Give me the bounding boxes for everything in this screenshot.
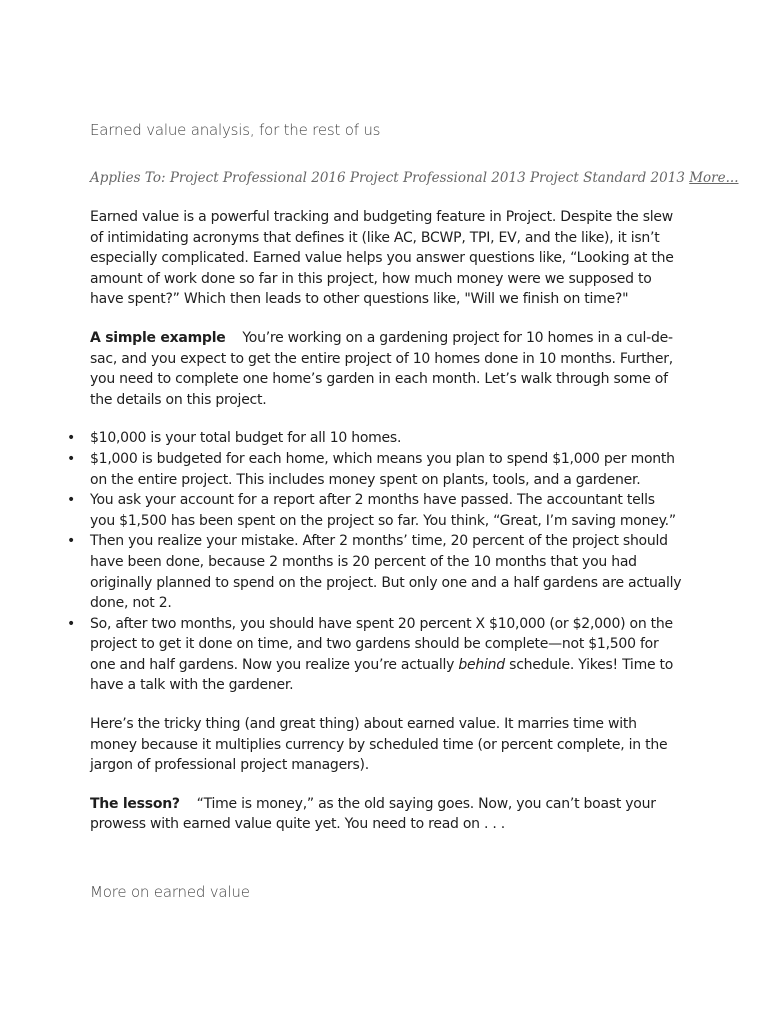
intro-paragraph: Earned value is a powerful tracking and budgeting feature in Project. Despite the slew of intimidating acronyms that defines it (like AC, BCWP, TPI, EV, and the like), it isn’t especially complicated. Earned value helps you answer questions like, “Looking at the amount of work done so far in this project, how much money were we supposed to have spent?” Which then leads to other questions like, "Will we finish on time?" bbox=[90, 209, 674, 308]
example-text: You’re working on a gardening project for 10 homes in a cul-de-sac, and you expect to get the entire project of 10 homes done in 10 months. Further, you need to complete one home’s garden in each month. Let’s walk through some of the details on this project. bbox=[90, 329, 673, 408]
list-item bbox=[90, 614, 682, 696]
section-heading-more: More on earned value bbox=[90, 883, 250, 901]
more-link[interactable]: More... bbox=[689, 170, 739, 186]
applies-to-products: Project Professional 2016 Project Professional 2013 Project Standard 2013 bbox=[169, 170, 690, 186]
lesson-heading: The lesson? bbox=[90, 795, 180, 812]
list-item: • Then you realize your mistake. After 2 months’ time, 20 percent of the project should have been done, because 2 months is 20 percent of the 10 months that you had originally planned to spend on the project. But only one and a half gardens are actually done, not 2. bbox=[90, 531, 682, 613]
lesson-paragraph bbox=[90, 794, 682, 835]
applies-to-line bbox=[90, 170, 739, 186]
example-paragraph bbox=[90, 328, 682, 410]
emphasis-behind: behind bbox=[458, 656, 505, 673]
example-heading: A simple example bbox=[90, 329, 226, 346]
article-body bbox=[90, 207, 682, 853]
list-item-text: schedule. Yikes! Time to have a talk with the gardener. bbox=[90, 656, 674, 694]
list-item-text: So, after two months, you should have spent 20 percent X $10,000 (or $2,000) on the project to get it done on time, and two gardens should be complete—not $1,500 for one and half gardens. Now you realize you’re actually bbox=[90, 615, 673, 673]
applies-to-label: Applies To: bbox=[90, 170, 170, 186]
tricky-paragraph: Here’s the tricky thing (and great thing) about earned value. It marries time with money because it multiplies currency by scheduled time (or percent complete, in the jargon of professional project managers). bbox=[90, 716, 668, 774]
list-item: • You ask your account for a report after 2 months have passed. The accountant tells you $1,500 has been spent on the project so far. You think, “Great, I’m saving money.” bbox=[90, 490, 682, 531]
list-item: • $10,000 is your total budget for all 10 homes. bbox=[90, 428, 682, 449]
page-title: Earned value analysis, for the rest of us bbox=[90, 121, 381, 139]
list-item: • $1,000 is budgeted for each home, which means you plan to spend $1,000 per month on the entire project. This includes money spent on plants, tools, and a gardener. bbox=[90, 449, 682, 490]
example-bullet-list bbox=[90, 428, 682, 696]
lesson-text: “Time is money,” as the old saying goes. Now, you can’t boast your prowess with earned value quite yet. You need to read on . . . bbox=[90, 795, 656, 833]
